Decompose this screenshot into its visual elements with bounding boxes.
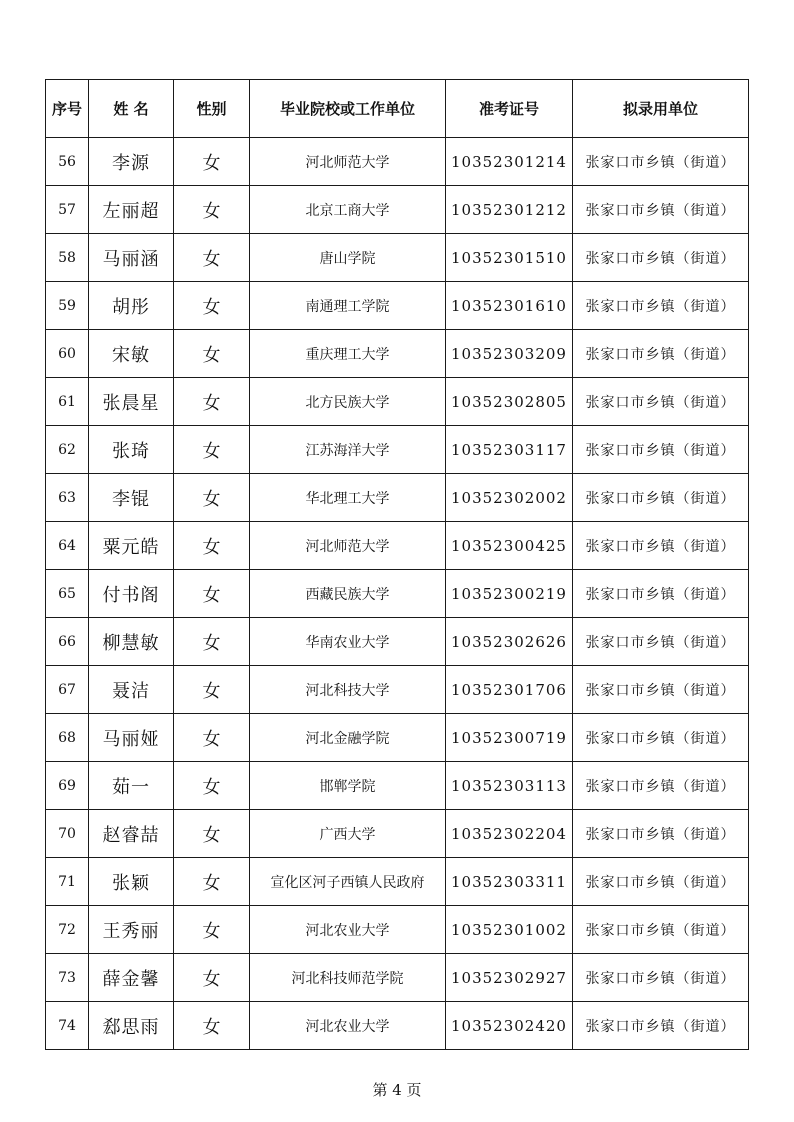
cell-assigned-unit: 张家口市乡镇（街道）: [573, 138, 749, 186]
cell-assigned-unit: 张家口市乡镇（街道）: [573, 186, 749, 234]
cell-assigned-unit: 张家口市乡镇（街道）: [573, 474, 749, 522]
cell-gender: 女: [174, 858, 250, 906]
cell-assigned-unit: 张家口市乡镇（街道）: [573, 666, 749, 714]
table-row: [46, 618, 749, 666]
cell-name: 郄思雨: [89, 1002, 174, 1050]
cell-exam-number: 10352301002: [446, 906, 573, 954]
cell-school: 河北师范大学: [250, 138, 446, 186]
cell-exam-number: 10352300425: [446, 522, 573, 570]
cell-gender: 女: [174, 714, 250, 762]
table-row: [46, 714, 749, 762]
cell-assigned-unit: 张家口市乡镇（街道）: [573, 234, 749, 282]
cell-assigned-unit: 张家口市乡镇（街道）: [573, 570, 749, 618]
cell-name: 李锟: [89, 474, 174, 522]
header-seq: 序号: [46, 80, 89, 138]
cell-gender: 女: [174, 522, 250, 570]
table-row: [46, 474, 749, 522]
cell-seq: 73: [46, 954, 89, 1002]
cell-seq: 60: [46, 330, 89, 378]
cell-school: 华南农业大学: [250, 618, 446, 666]
cell-assigned-unit: 张家口市乡镇（街道）: [573, 954, 749, 1002]
cell-name: 张颖: [89, 858, 174, 906]
cell-name: 粟元皓: [89, 522, 174, 570]
cell-assigned-unit: 张家口市乡镇（街道）: [573, 330, 749, 378]
cell-assigned-unit: 张家口市乡镇（街道）: [573, 810, 749, 858]
cell-exam-number: 10352301610: [446, 282, 573, 330]
table-row: [46, 138, 749, 186]
cell-name: 王秀丽: [89, 906, 174, 954]
cell-name: 左丽超: [89, 186, 174, 234]
cell-assigned-unit: 张家口市乡镇（街道）: [573, 1002, 749, 1050]
cell-seq: 58: [46, 234, 89, 282]
cell-gender: 女: [174, 954, 250, 1002]
cell-seq: 59: [46, 282, 89, 330]
cell-seq: 70: [46, 810, 89, 858]
cell-exam-number: 10352300219: [446, 570, 573, 618]
cell-name: 薛金馨: [89, 954, 174, 1002]
cell-gender: 女: [174, 666, 250, 714]
cell-gender: 女: [174, 810, 250, 858]
cell-seq: 67: [46, 666, 89, 714]
cell-school: 邯郸学院: [250, 762, 446, 810]
table-row: [46, 858, 749, 906]
cell-school: 重庆理工大学: [250, 330, 446, 378]
cell-seq: 62: [46, 426, 89, 474]
table-row: [46, 282, 749, 330]
cell-exam-number: 10352301212: [446, 186, 573, 234]
cell-exam-number: 10352303311: [446, 858, 573, 906]
cell-school: 江苏海洋大学: [250, 426, 446, 474]
header-school: 毕业院校或工作单位: [250, 80, 446, 138]
cell-gender: 女: [174, 234, 250, 282]
table-row: [46, 522, 749, 570]
cell-exam-number: 10352301214: [446, 138, 573, 186]
table-row: [46, 810, 749, 858]
cell-school: 南通理工学院: [250, 282, 446, 330]
cell-seq: 74: [46, 1002, 89, 1050]
cell-school: 广西大学: [250, 810, 446, 858]
cell-gender: 女: [174, 330, 250, 378]
cell-gender: 女: [174, 618, 250, 666]
cell-seq: 56: [46, 138, 89, 186]
cell-name: 李源: [89, 138, 174, 186]
table-row: [46, 426, 749, 474]
cell-exam-number: 10352303209: [446, 330, 573, 378]
cell-name: 马丽涵: [89, 234, 174, 282]
cell-school: 河北师范大学: [250, 522, 446, 570]
cell-assigned-unit: 张家口市乡镇（街道）: [573, 378, 749, 426]
cell-gender: 女: [174, 1002, 250, 1050]
cell-assigned-unit: 张家口市乡镇（街道）: [573, 618, 749, 666]
table-row: [46, 378, 749, 426]
header-name: 姓 名: [89, 80, 174, 138]
cell-gender: 女: [174, 906, 250, 954]
cell-gender: 女: [174, 474, 250, 522]
table-row: [46, 954, 749, 1002]
table-row: [46, 666, 749, 714]
cell-assigned-unit: 张家口市乡镇（街道）: [573, 426, 749, 474]
cell-name: 马丽娅: [89, 714, 174, 762]
cell-exam-number: 10352303117: [446, 426, 573, 474]
cell-gender: 女: [174, 282, 250, 330]
cell-school: 宣化区河子西镇人民政府: [250, 858, 446, 906]
table-row: [46, 1002, 749, 1050]
table-row: [46, 906, 749, 954]
cell-name: 茹一: [89, 762, 174, 810]
cell-gender: 女: [174, 186, 250, 234]
cell-exam-number: 10352301706: [446, 666, 573, 714]
table-row: [46, 234, 749, 282]
cell-school: 河北金融学院: [250, 714, 446, 762]
cell-exam-number: 10352302626: [446, 618, 573, 666]
cell-exam-number: 10352302420: [446, 1002, 573, 1050]
cell-seq: 68: [46, 714, 89, 762]
cell-exam-number: 10352303113: [446, 762, 573, 810]
roster-sheet: [45, 79, 748, 1050]
cell-seq: 63: [46, 474, 89, 522]
cell-gender: 女: [174, 762, 250, 810]
cell-exam-number: 10352300719: [446, 714, 573, 762]
cell-name: 聂洁: [89, 666, 174, 714]
header-exam-number: 准考证号: [446, 80, 573, 138]
cell-name: 张晨星: [89, 378, 174, 426]
cell-exam-number: 10352302204: [446, 810, 573, 858]
cell-assigned-unit: 张家口市乡镇（街道）: [573, 762, 749, 810]
cell-name: 宋敏: [89, 330, 174, 378]
cell-gender: 女: [174, 570, 250, 618]
header-row: [46, 80, 749, 138]
table-body: [46, 138, 749, 1050]
cell-seq: 57: [46, 186, 89, 234]
cell-school: 河北农业大学: [250, 1002, 446, 1050]
cell-name: 赵睿喆: [89, 810, 174, 858]
cell-seq: 71: [46, 858, 89, 906]
cell-exam-number: 10352302927: [446, 954, 573, 1002]
cell-seq: 69: [46, 762, 89, 810]
cell-assigned-unit: 张家口市乡镇（街道）: [573, 858, 749, 906]
cell-school: 河北科技师范学院: [250, 954, 446, 1002]
table-row: [46, 762, 749, 810]
cell-gender: 女: [174, 426, 250, 474]
cell-gender: 女: [174, 138, 250, 186]
cell-gender: 女: [174, 378, 250, 426]
cell-seq: 72: [46, 906, 89, 954]
cell-school: 河北科技大学: [250, 666, 446, 714]
cell-school: 华北理工大学: [250, 474, 446, 522]
cell-assigned-unit: 张家口市乡镇（街道）: [573, 906, 749, 954]
page-number: 第 4 页: [372, 1081, 422, 1099]
table-row: [46, 186, 749, 234]
cell-school: 西藏民族大学: [250, 570, 446, 618]
table-row: [46, 570, 749, 618]
roster-table: [45, 79, 749, 1050]
cell-school: 北京工商大学: [250, 186, 446, 234]
header-assigned-unit: 拟录用单位: [573, 80, 749, 138]
cell-seq: 66: [46, 618, 89, 666]
table-row: [46, 330, 749, 378]
cell-seq: 61: [46, 378, 89, 426]
cell-school: 唐山学院: [250, 234, 446, 282]
cell-school: 北方民族大学: [250, 378, 446, 426]
cell-exam-number: 10352302805: [446, 378, 573, 426]
cell-exam-number: 10352301510: [446, 234, 573, 282]
cell-assigned-unit: 张家口市乡镇（街道）: [573, 282, 749, 330]
cell-name: 张琦: [89, 426, 174, 474]
cell-name: 柳慧敏: [89, 618, 174, 666]
cell-name: 付书阁: [89, 570, 174, 618]
cell-assigned-unit: 张家口市乡镇（街道）: [573, 714, 749, 762]
cell-seq: 64: [46, 522, 89, 570]
cell-name: 胡彤: [89, 282, 174, 330]
cell-assigned-unit: 张家口市乡镇（街道）: [573, 522, 749, 570]
cell-school: 河北农业大学: [250, 906, 446, 954]
cell-exam-number: 10352302002: [446, 474, 573, 522]
cell-seq: 65: [46, 570, 89, 618]
header-gender: 性别: [174, 80, 250, 138]
